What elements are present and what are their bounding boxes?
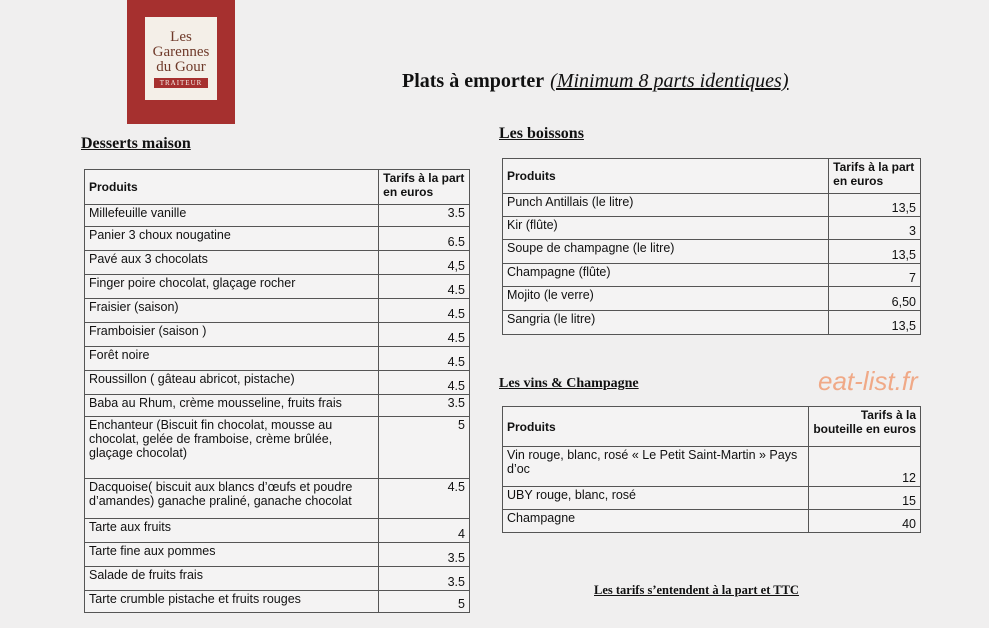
vins-col-product: Produits xyxy=(503,407,809,447)
boissons-product-price: 6,50 xyxy=(829,287,921,311)
boissons-row xyxy=(503,194,921,217)
desserts-row xyxy=(85,227,470,251)
vins-header-row xyxy=(503,407,921,447)
boissons-row xyxy=(503,264,921,287)
desserts-product-name: Pavé aux 3 chocolats xyxy=(85,251,379,275)
watermark: eat-list.fr xyxy=(818,366,918,396)
desserts-row xyxy=(85,519,470,543)
desserts-product-name: Millefeuille vanille xyxy=(85,205,379,227)
desserts-row xyxy=(85,395,470,417)
desserts-product-price: 4.5 xyxy=(379,275,470,299)
desserts-product-price: 4.5 xyxy=(379,479,470,519)
vins-row xyxy=(503,487,921,510)
logo-tagline: TRAITEUR xyxy=(154,78,209,88)
vins-product-name: Champagne xyxy=(503,510,809,533)
desserts-product-name: Salade de fruits frais xyxy=(85,567,379,591)
desserts-product-price: 3.5 xyxy=(379,543,470,567)
desserts-product-price: 3.5 xyxy=(379,205,470,227)
desserts-body xyxy=(85,205,470,613)
boissons-product-price: 13,5 xyxy=(829,194,921,217)
boissons-product-name: Soupe de champagne (le litre) xyxy=(503,240,829,264)
boissons-product-name: Mojito (le verre) xyxy=(503,287,829,311)
vins-product-name: Vin rouge, blanc, rosé « Le Petit Saint-Martin » Pays d’oc xyxy=(503,447,809,487)
page-subtitle: (Minimum 8 parts identiques) xyxy=(550,70,789,92)
boissons-product-name: Sangria (le litre) xyxy=(503,311,829,335)
desserts-row xyxy=(85,543,470,567)
boissons-row xyxy=(503,287,921,311)
vins-col-price-line2: bouteille en euros xyxy=(813,422,916,436)
boissons-row xyxy=(503,311,921,335)
boissons-product-price: 3 xyxy=(829,217,921,240)
vins-product-price: 12 xyxy=(809,447,921,487)
desserts-col-price: Tarifs à la part en euros xyxy=(379,170,470,205)
vins-row xyxy=(503,510,921,533)
boissons-product-price: 13,5 xyxy=(829,311,921,335)
desserts-row xyxy=(85,205,470,227)
logo-line-2: Garennes xyxy=(152,43,210,60)
boissons-product-name: Champagne (flûte) xyxy=(503,264,829,287)
desserts-product-price: 3.5 xyxy=(379,395,470,417)
desserts-product-name: Enchanteur (Biscuit fin chocolat, mousse au chocolat, gelée de framboise, crème brûlée, glaçage chocolat) xyxy=(85,417,379,479)
logo-badge xyxy=(145,17,217,100)
desserts-product-price: 4 xyxy=(379,519,470,543)
desserts-product-price: 4,5 xyxy=(379,251,470,275)
desserts-col-product: Produits xyxy=(85,170,379,205)
desserts-product-name: Panier 3 choux nougatine xyxy=(85,227,379,251)
desserts-row xyxy=(85,251,470,275)
desserts-row xyxy=(85,371,470,395)
logo-line-1: Les xyxy=(170,28,192,45)
desserts-row xyxy=(85,275,470,299)
logo xyxy=(127,0,235,124)
desserts-product-name: Tarte crumble pistache et fruits rouges xyxy=(85,591,379,613)
boissons-product-price: 13,5 xyxy=(829,240,921,264)
vins-product-price: 15 xyxy=(809,487,921,510)
desserts-product-price: 6.5 xyxy=(379,227,470,251)
desserts-product-name: Tarte fine aux pommes xyxy=(85,543,379,567)
desserts-product-name: Framboisier (saison ) xyxy=(85,323,379,347)
desserts-product-price: 4.5 xyxy=(379,371,470,395)
desserts-row xyxy=(85,479,470,519)
desserts-product-name: Dacquoise( biscuit aux blancs d’œufs et poudre d’amandes) ganache praliné, ganache chocolat xyxy=(85,479,379,519)
desserts-product-price: 3.5 xyxy=(379,567,470,591)
desserts-header-row xyxy=(85,170,470,205)
desserts-product-name: Roussillon ( gâteau abricot, pistache) xyxy=(85,371,379,395)
desserts-row xyxy=(85,299,470,323)
desserts-title: Desserts maison xyxy=(81,135,191,152)
desserts-product-price: 5 xyxy=(379,417,470,479)
vins-col-price-line1: Tarifs à la xyxy=(860,408,916,422)
boissons-header-row xyxy=(503,159,921,194)
desserts-product-price: 4.5 xyxy=(379,323,470,347)
desserts-product-price: 4.5 xyxy=(379,299,470,323)
vins-product-name: UBY rouge, blanc, rosé xyxy=(503,487,809,510)
vins-row xyxy=(503,447,921,487)
vins-col-price xyxy=(809,407,921,447)
boissons-product-name: Kir (flûte) xyxy=(503,217,829,240)
boissons-title: Les boissons xyxy=(499,125,584,142)
desserts-product-name: Baba au Rhum, crème mousseline, fruits frais xyxy=(85,395,379,417)
vins-body xyxy=(503,447,921,533)
page-title xyxy=(402,70,788,93)
boissons-col-product: Produits xyxy=(503,159,829,194)
desserts-row xyxy=(85,567,470,591)
desserts-product-name: Finger poire chocolat, glaçage rocher xyxy=(85,275,379,299)
boissons-product-name: Punch Antillais (le litre) xyxy=(503,194,829,217)
boissons-col-price: Tarifs à la part en euros xyxy=(829,159,921,194)
desserts-product-name: Tarte aux fruits xyxy=(85,519,379,543)
desserts-row xyxy=(85,323,470,347)
page-title-main: Plats à emporter xyxy=(402,70,545,92)
footnote: Les tarifs s’entendent à la part et TTC xyxy=(594,583,799,597)
desserts-row xyxy=(85,347,470,371)
desserts-product-name: Fraisier (saison) xyxy=(85,299,379,323)
vins-product-price: 40 xyxy=(809,510,921,533)
vins-title: Les vins & Champagne xyxy=(499,376,639,391)
desserts-product-name: Forêt noire xyxy=(85,347,379,371)
vins-table xyxy=(502,406,921,533)
desserts-table xyxy=(84,169,470,613)
boissons-body xyxy=(503,194,921,335)
boissons-table xyxy=(502,158,921,335)
desserts-row xyxy=(85,417,470,479)
desserts-row xyxy=(85,591,470,613)
boissons-row xyxy=(503,240,921,264)
boissons-product-price: 7 xyxy=(829,264,921,287)
boissons-row xyxy=(503,217,921,240)
desserts-product-price: 4.5 xyxy=(379,347,470,371)
logo-line-3: du Gour xyxy=(156,58,206,75)
desserts-product-price: 5 xyxy=(379,591,470,613)
